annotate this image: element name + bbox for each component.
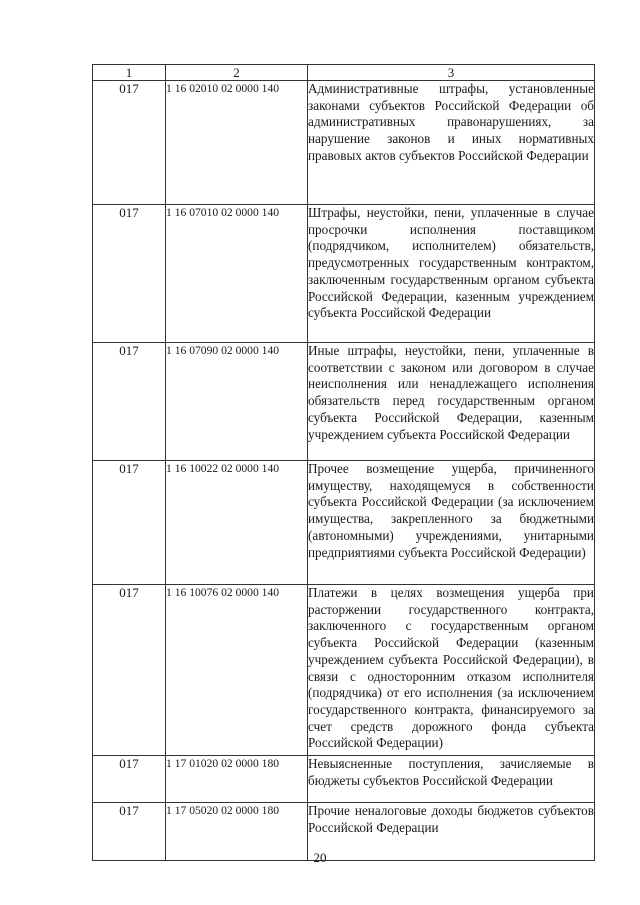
description-cell: Прочие неналоговые доходы бюджетов субъектов Российской Федерации [308, 803, 595, 861]
kbk-cell: 1 16 02010 02 0000 140 [166, 81, 308, 205]
admin-code-cell: 017 [93, 803, 166, 861]
kbk-cell: 1 17 01020 02 0000 180 [166, 756, 308, 803]
kbk-cell: 1 16 10022 02 0000 140 [166, 461, 308, 585]
column-header-1: 1 [93, 65, 166, 81]
description-cell: Платежи в целях возмещения ущерба при расторжении государственного контракта, заключенного с государственным органом субъекта Российской Федерации (казенным учреждением субъекта Российской Федерации), в связи с односторонним отказом исполнителя (подрядчика) от его исполнения (за исключением государственного контракта, финансируемого за счет средств дорожного фонда субъекта Российской Федерации) [308, 585, 595, 756]
page-number: 20 [313, 850, 327, 865]
table-row [93, 81, 595, 205]
admin-code-cell: 017 [93, 585, 166, 756]
column-header-3: 3 [308, 65, 595, 81]
description-cell: Штрафы, неустойки, пени, уплаченные в случае просрочки исполнения поставщиком (подрядчиком, исполнителем) обязательств, предусмотренных государственным контрактом, заключенным государственным органом субъекта Российской Федерации, казенным учреждением субъекта Российской Федерации [308, 205, 595, 343]
description-cell: Административные штрафы, установленные законами субъектов Российской Федерации об административных правонарушениях, за нарушение законов и иных нормативных правовых актов субъектов Российской Федерации [308, 81, 595, 205]
admin-code-cell: 017 [93, 343, 166, 461]
revenue-codes-table [92, 64, 595, 861]
kbk-cell: 1 17 05020 02 0000 180 [166, 803, 308, 861]
table-row [93, 461, 595, 585]
table-row [93, 756, 595, 803]
description-cell: Иные штрафы, неустойки, пени, уплаченные в соответствии с законом или договором в случае неисполнения или ненадлежащего исполнения обязательств перед государственным органом субъекта Российской Федерации, казенным учреждением субъекта Российской Федерации [308, 343, 595, 461]
table-header-row [93, 65, 595, 81]
admin-code-cell: 017 [93, 205, 166, 343]
description-cell: Прочее возмещение ущерба, причиненного имуществу, находящемуся в собственности субъекта Российской Федерации (за исключением имущества, закрепленного за бюджетными (автономными) учреждениями, унитарными предприятиями субъекта Российской Федерации) [308, 461, 595, 585]
kbk-cell: 1 16 07010 02 0000 140 [166, 205, 308, 343]
admin-code-cell: 017 [93, 81, 166, 205]
admin-code-cell: 017 [93, 461, 166, 585]
table-row [93, 585, 595, 756]
column-header-2: 2 [166, 65, 308, 81]
kbk-cell: 1 16 07090 02 0000 140 [166, 343, 308, 461]
description-cell: Невыясненные поступления, зачисляемые в бюджеты субъектов Российской Федерации [308, 756, 595, 803]
table-row [93, 205, 595, 343]
admin-code-cell: 017 [93, 756, 166, 803]
kbk-cell: 1 16 10076 02 0000 140 [166, 585, 308, 756]
table-row [93, 343, 595, 461]
